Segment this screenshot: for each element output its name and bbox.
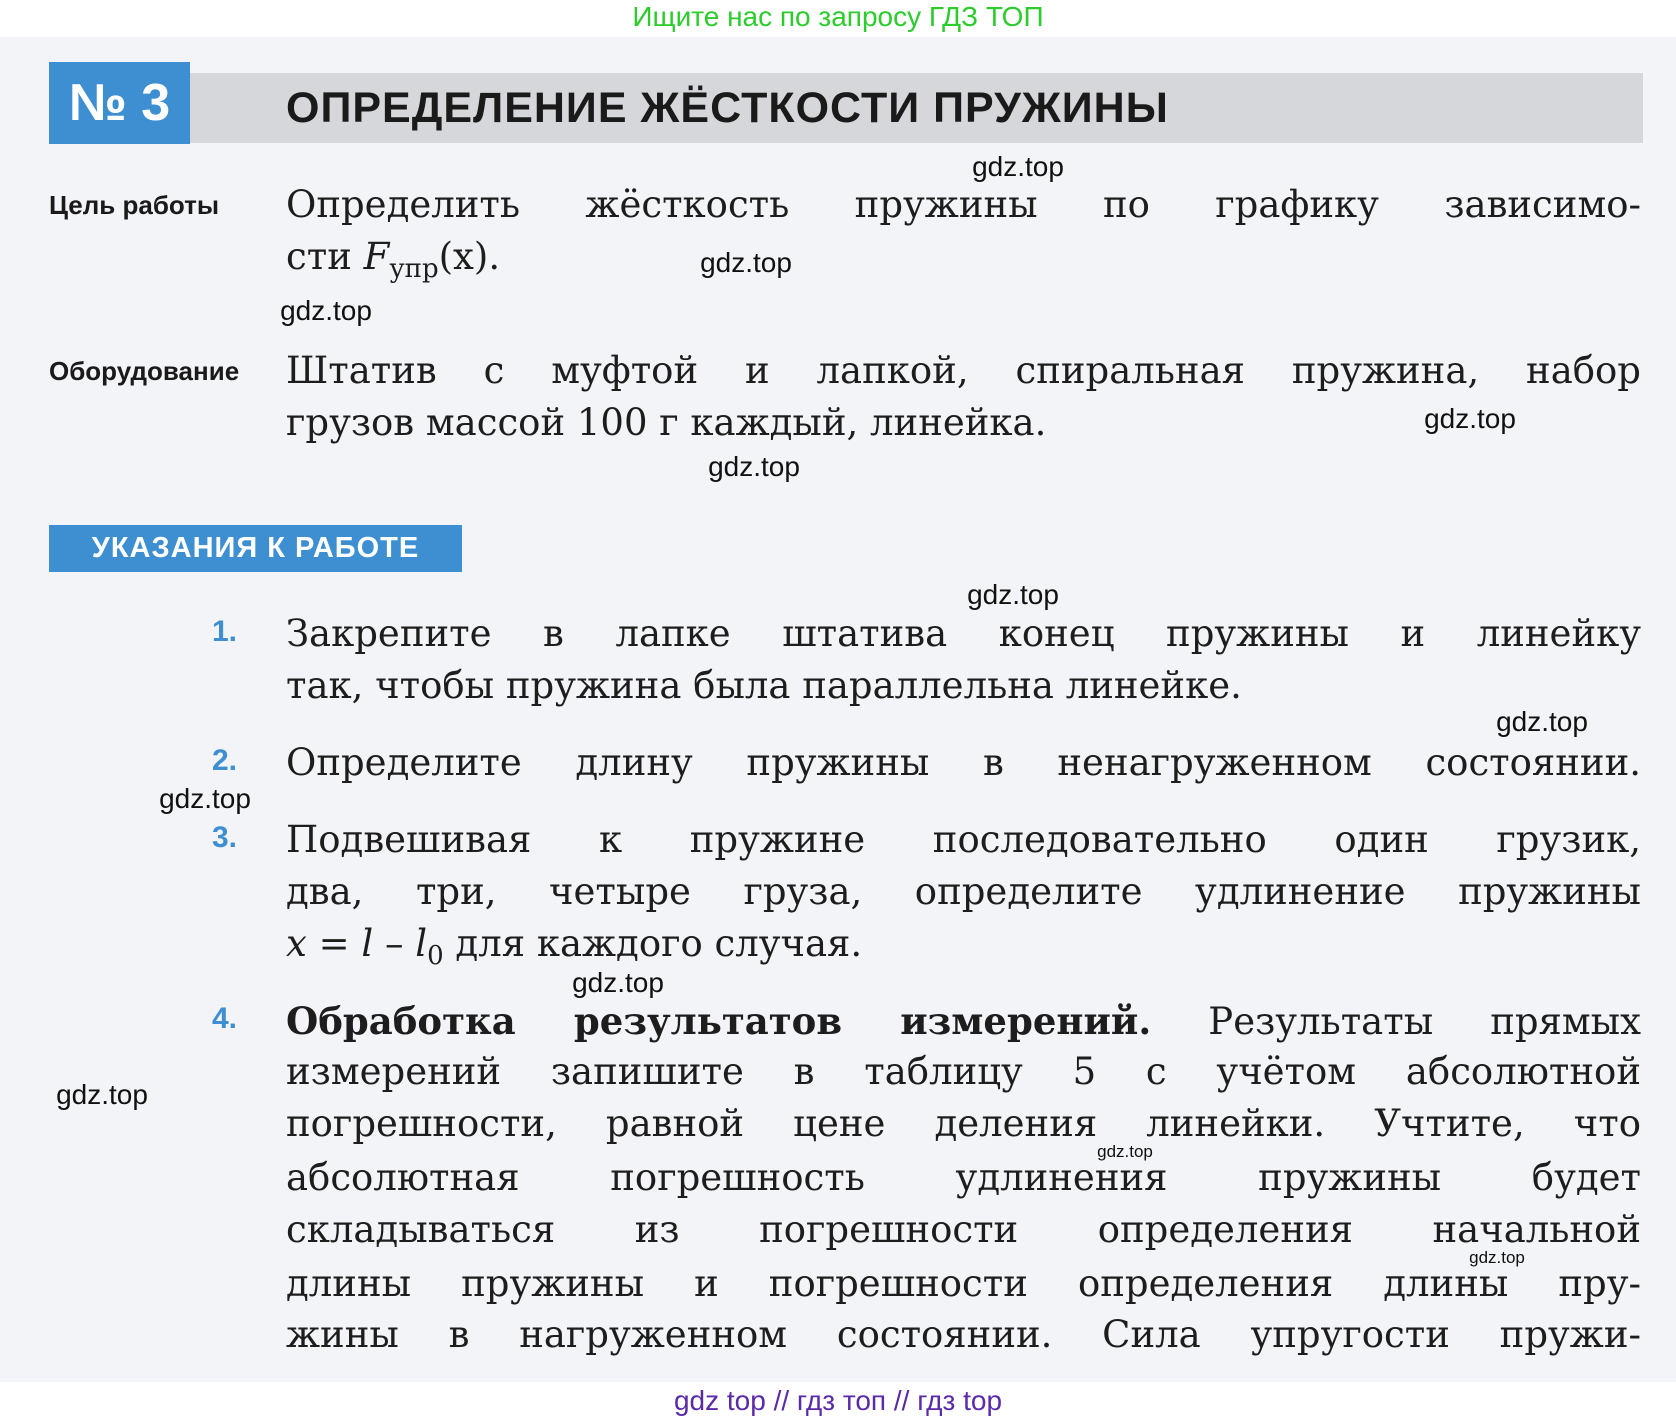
text: для каждого случая. [443, 922, 863, 965]
step-number: 2. [212, 744, 238, 777]
formula-l: l [361, 922, 374, 965]
goal-label: Цель работы [49, 190, 220, 220]
step-line: Закрепите в лапке штатива конец пружины и линейку [286, 612, 1641, 655]
equipment-line: Штатив с муфтой и лапкой, спиральная пружина, набор [286, 349, 1641, 392]
subscript: 0 [427, 941, 444, 971]
step-line: складываться из погрешности определения начальной [286, 1208, 1641, 1251]
watermark: gdz.top [1496, 706, 1588, 737]
subscript: упр [389, 254, 439, 284]
step-line: два, три, четыре груза, определите удлинение пружины [286, 870, 1641, 913]
formula-l0: l [415, 922, 428, 965]
step-line: измерений запишите в таблицу 5 с учётом абсолютной [286, 1050, 1641, 1093]
equipment-line: грузов массой 100 г каждый, линейка. [286, 401, 1047, 444]
step-number: 3. [212, 821, 238, 854]
watermark: gdz.top [708, 451, 800, 482]
text: = [306, 922, 362, 965]
page-title: ОПРЕДЕЛЕНИЕ ЖЁСТКОСТИ ПРУЖИНЫ [286, 84, 1169, 132]
text: сти [286, 235, 364, 278]
goal-line: Определить жёсткость пружины по графику зависимо- [286, 183, 1641, 226]
force-variable: F [363, 235, 390, 278]
step-line: Определите длину пружины в ненагруженном состоянии. [286, 741, 1641, 784]
step-line: погрешности, равной цене деления линейки. Учтите, что [286, 1102, 1641, 1145]
watermark: gdz.top [280, 295, 372, 326]
footer-banner: gdz top // гдз топ // гдз top [0, 1382, 1676, 1423]
step-number: 1. [212, 615, 238, 648]
top-banner: Ищите нас по запросу ГДЗ ТОП [632, 1, 1044, 32]
step-number: 4. [212, 1002, 238, 1035]
step-line: абсолютная погрешность удлинения пружины будет [286, 1156, 1641, 1199]
goal-line [286, 235, 501, 284]
watermark: gdz.top [1469, 1248, 1525, 1267]
step-line: длины пружины и погрешности определения длины пру- [286, 1262, 1641, 1305]
watermark: gdz.top [972, 151, 1064, 182]
watermark: gdz.top [1424, 403, 1516, 434]
watermark: gdz.top [56, 1079, 148, 1110]
text: Результаты прямых [1151, 1000, 1641, 1043]
watermark: gdz.top [572, 967, 664, 998]
step-formula-line [286, 922, 863, 971]
watermark: gdz.top [159, 783, 251, 814]
step-line: жины в нагруженном состоянии. Сила упругости пружи- [286, 1313, 1641, 1356]
watermark: gdz.top [967, 579, 1059, 610]
bold-lead: Обработка результатов измерений. [286, 999, 1152, 1043]
step-line: так, чтобы пружина была параллельна линейке. [286, 664, 1242, 707]
text: – [373, 922, 416, 965]
watermark: gdz.top [700, 247, 792, 278]
formula-x: x [286, 922, 307, 965]
step-line [286, 999, 1641, 1043]
lab-number-badge: № 3 [49, 62, 190, 144]
equipment-label: Оборудование [49, 356, 240, 386]
section-header: УКАЗАНИЯ К РАБОТЕ [49, 525, 462, 572]
text: (x). [438, 235, 501, 278]
step-line: Подвешивая к пружине последовательно один грузик, [286, 818, 1641, 861]
watermark: gdz.top [1097, 1142, 1153, 1161]
